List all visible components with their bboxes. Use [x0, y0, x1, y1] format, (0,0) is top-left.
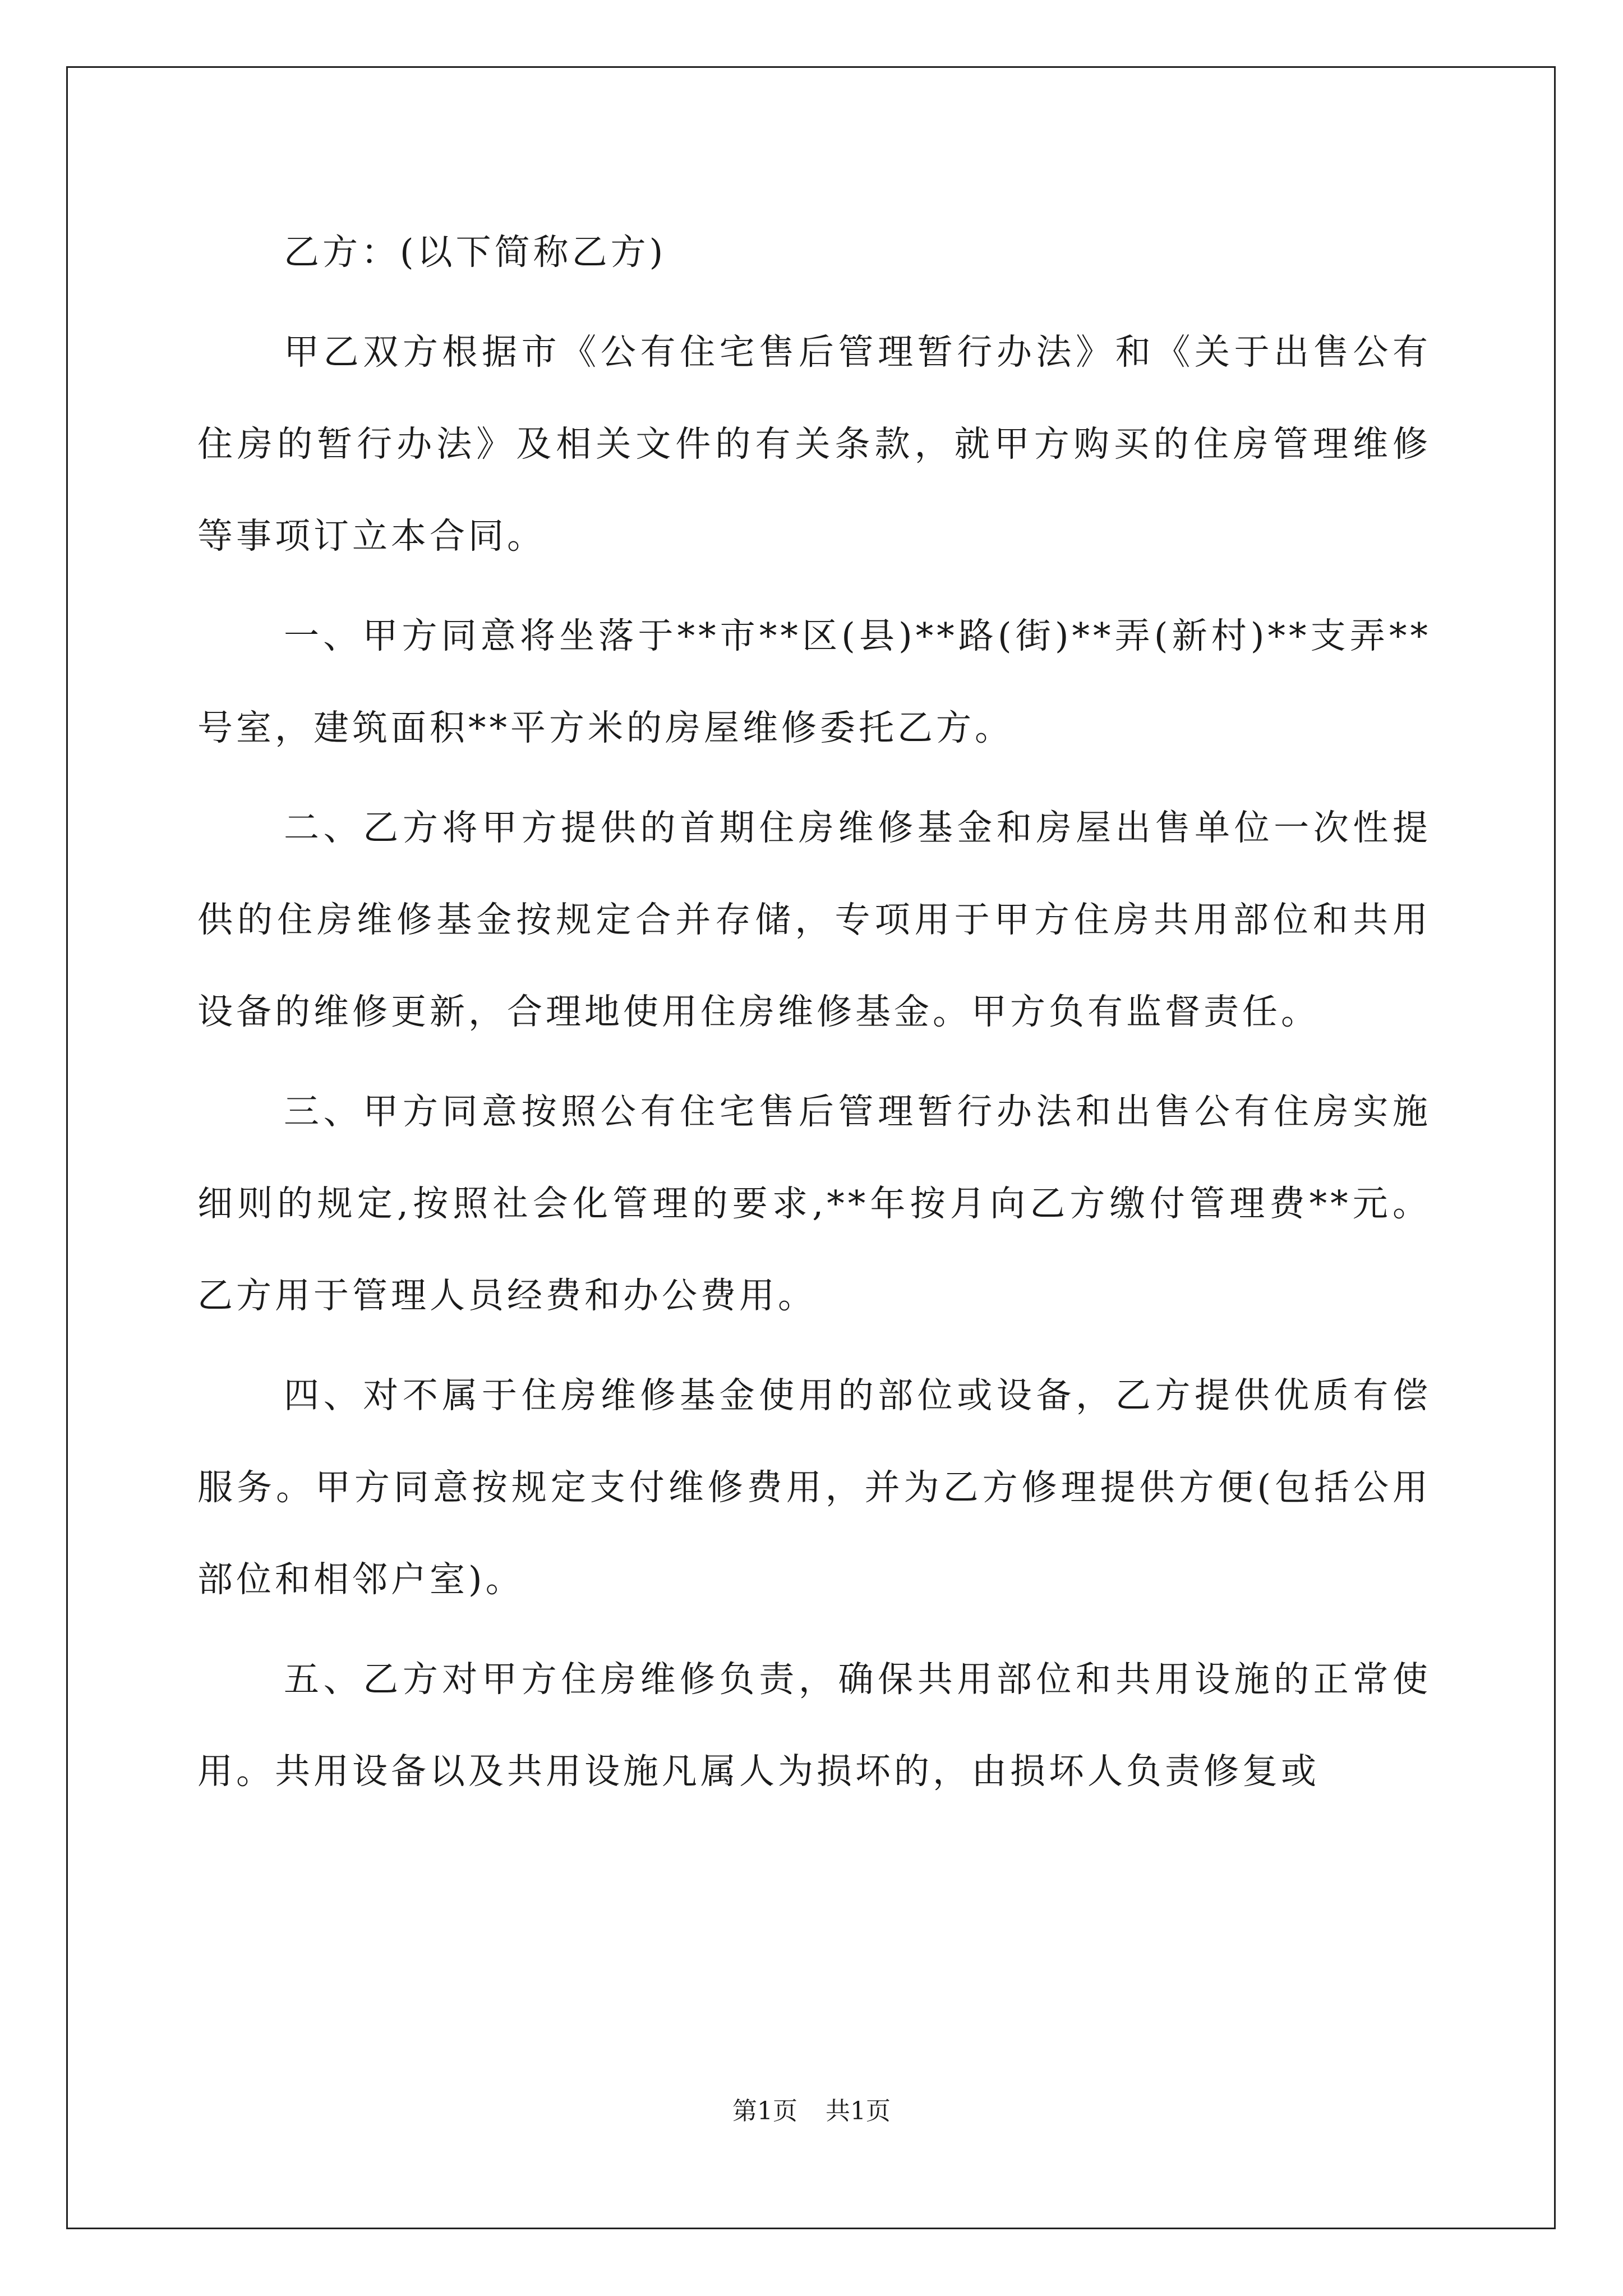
paragraph-party-b: 乙方：(以下简称乙方) [284, 232, 667, 273]
paragraph-clause-4: 四、对不属于住房维修基金使用的部位或设备，乙方提供优质有偿服务。甲方同意按规定支付维修费用，并为乙方修理提供方便(包括公用部位和相邻户室)。 [197, 1375, 1431, 1600]
paragraph-preamble: 甲乙双方根据市《公有住宅售后管理暂行办法》和《关于出售公有住房的暂行办法》及相关文件的有关条款，就甲方购买的住房管理维修等事项订立本合同。 [197, 332, 1431, 556]
page-footer [0, 2091, 1623, 2127]
page-number: 第1页 [732, 2097, 797, 2125]
page-total: 共1页 [826, 2097, 891, 2125]
paragraph-clause-3: 三、甲方同意按照公有住宅售后管理暂行办法和出售公有住房实施细则的规定,按照社会化管理的要求,**年按月向乙方缴付管理费**元。乙方用于管理人员经费和办公费用。 [197, 1091, 1431, 1316]
paragraph-clause-5: 五、乙方对甲方住房维修负责，确保共用部位和共用设施的正常使用。共用设备以及共用设施凡属人为损坏的，由损坏人负责修复或 [197, 1659, 1431, 1792]
paragraph-clause-2: 二、乙方将甲方提供的首期住房维修基金和房屋出售单位一次性提供的住房维修基金按规定合并存储，专项用于甲方住房共用部位和共用设备的维修更新，合理地使用住房维修基金。甲方负有监督责任。 [197, 807, 1431, 1032]
document-body [197, 206, 1431, 1818]
paragraph-clause-1: 一、甲方同意将坐落于**市**区(县)**路(街)**弄(新村)**支弄**号室，建筑面积**平方米的房屋维修委托乙方。 [197, 615, 1431, 748]
